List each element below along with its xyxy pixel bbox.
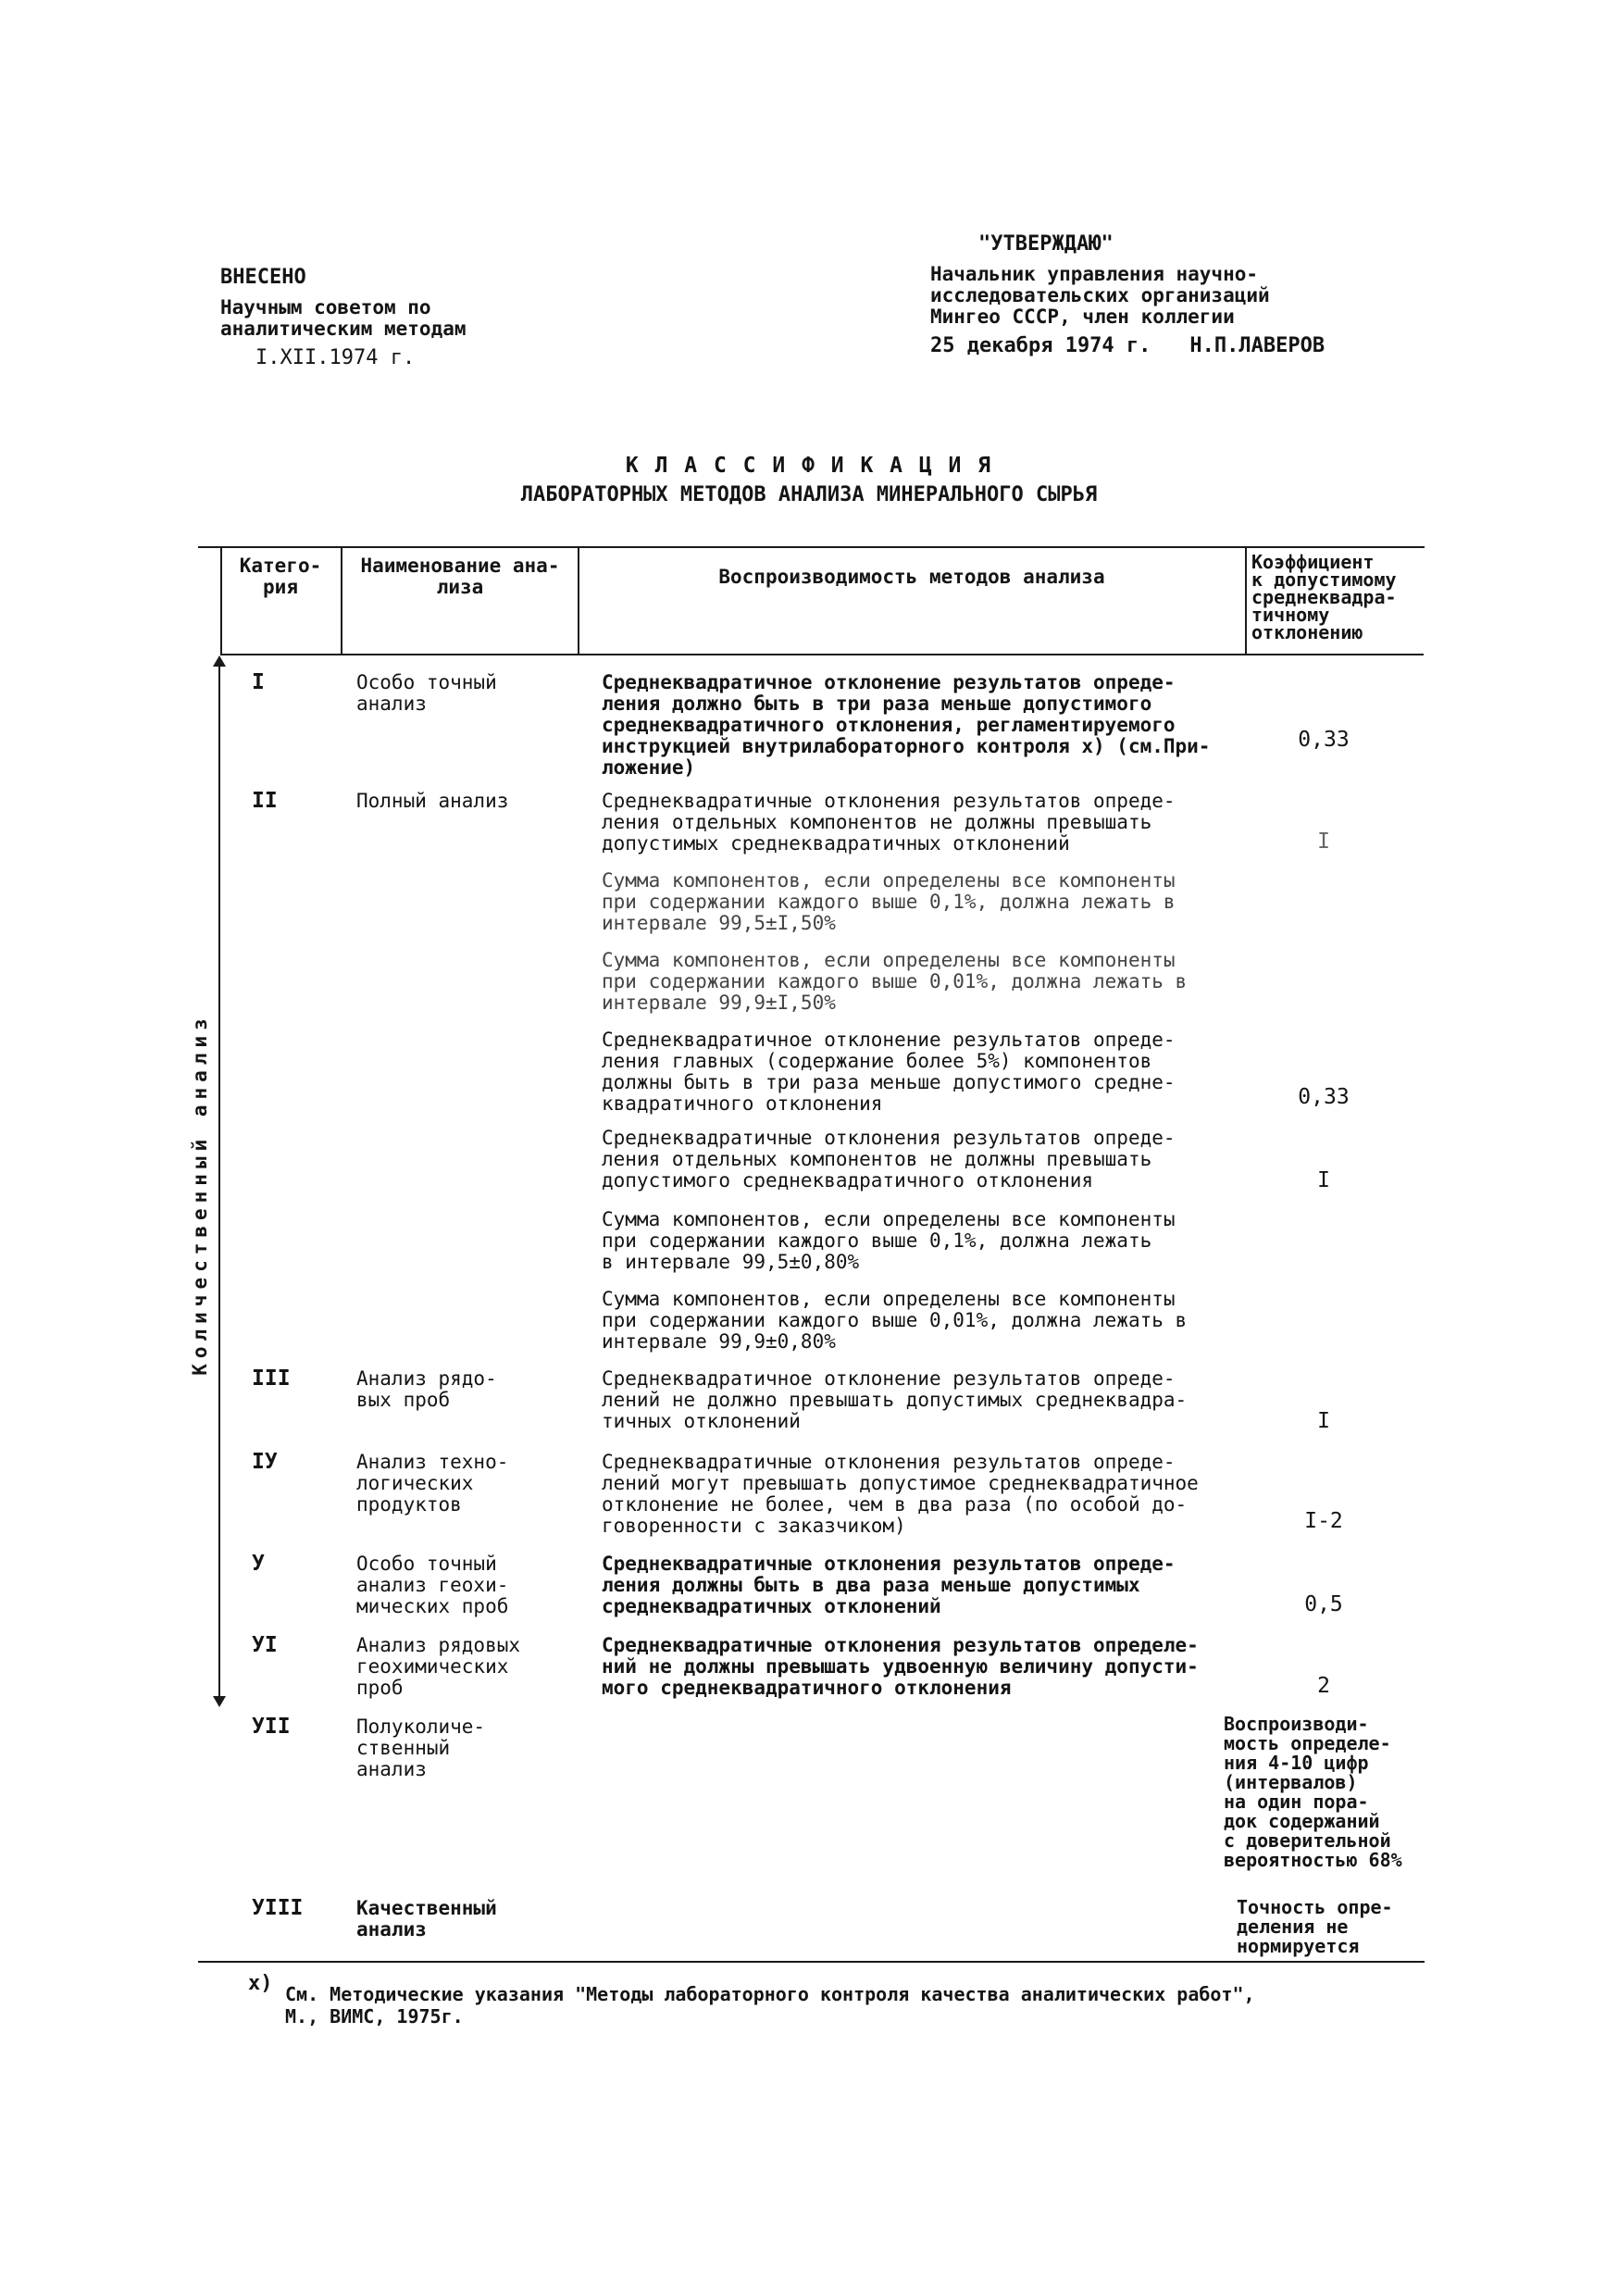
analysis-name-II: Полный анализ (356, 790, 509, 812)
coefficient-VII-1: Воспроизводи- мость определе- ния 4-10 цифр (интервалов) на один пора- док содержаний с доверительной вероятностью 68% (1224, 1713, 1402, 1871)
reproducibility-II-6: Сумма компонентов, если определены все компоненты при содержании каждого выше 0,1%, должна лежать в интервале 99,5±0,80% (602, 1208, 1176, 1273)
coefficient-VI-1: 2 (1317, 1674, 1330, 1698)
coefficient-III-1: I (1317, 1409, 1330, 1433)
approver-name: Н.П.ЛАВЕРОВ (1189, 334, 1326, 357)
category-VII: УII (252, 1715, 291, 1739)
category-II: II (252, 789, 278, 813)
reproducibility-II-5: Среднеквадратичные отклонения результатов опреде- ления отдельных компонентов не должны превышать допустимого среднеквадратичного отклонения (602, 1127, 1176, 1192)
coefficient-V-1: 0,5 (1304, 1592, 1343, 1616)
coefficient-II-1: I (1317, 830, 1330, 854)
header-name: Наименование ана- лиза (360, 555, 560, 598)
reproducibility-I-1: Среднеквадратичное отклонение результатов опреде- ления должно быть в три раза меньше допустимого среднеквадратичного отклонения, регламентируемого инструкцией внутрилабораторного контроля x) (см.При- ложение) (602, 671, 1211, 779)
coefficient-IV-1: I-2 (1304, 1509, 1343, 1533)
side-arrow-up-icon (213, 655, 226, 667)
submitted-by-line1: Научным советом по (220, 296, 431, 318)
header-reproducibility: Воспроизводимость методов анализа (718, 566, 1105, 588)
reproducibility-IV-1: Среднеквадратичные отклонения результатов опреде- лений могут превышать допустимое среднеквадратичное отклонение не более, чем в два раза (по особой до- говоренности с заказчиком) (602, 1451, 1199, 1537)
page-title: К Л А С С И Ф И К А Ц И Я (625, 454, 993, 478)
category-IV: IУ (252, 1450, 278, 1474)
analysis-name-VIII: Качественный анализ (356, 1897, 497, 1940)
reproducibility-II-3: Сумма компонентов, если определены все компоненты при содержании каждого выше 0,01%, должна лежать в интервале 99,9±I,50% (602, 949, 1188, 1014)
reproducibility-V-1: Среднеквадратичные отклонения результатов опреде- ления должны быть в два раза меньше допустимых среднеквадратичных отклонений (602, 1553, 1176, 1617)
reproducibility-II-2: Сумма компонентов, если определены все компоненты при содержании каждого выше 0,1%, должна лежать в интервале 99,5±I,50% (602, 869, 1176, 934)
submitted-label: ВНЕСЕНО (220, 266, 306, 289)
submitted-date: I.XII.1974 г. (255, 346, 416, 369)
coefficient-II-4: 0,33 (1298, 1085, 1350, 1109)
col-divider-2 (341, 546, 342, 654)
category-III: III (252, 1366, 291, 1391)
reproducibility-III-1: Среднеквадратичное отклонение результатов опреде- лений не должно превышать допустимых среднеквадра- тичных отклонений (602, 1367, 1188, 1432)
analysis-name-IV: Анализ техно- логических продуктов (356, 1451, 509, 1516)
col-divider-4 (1245, 546, 1247, 654)
approver-line3: Мингео СССР, член коллегии (930, 306, 1235, 328)
category-VI: УI (252, 1633, 278, 1657)
submitted-by-line2: аналитическим методам (220, 318, 467, 340)
footnote-marker: x) (248, 1972, 273, 1995)
analysis-name-III: Анализ рядо- вых проб (356, 1367, 497, 1411)
coefficient-I-1: 0,33 (1298, 728, 1350, 752)
analysis-name-I: Особо точный анализ (356, 671, 497, 715)
table-top-border (198, 546, 1425, 548)
reproducibility-II-7: Сумма компонентов, если определены все компоненты при содержании каждого выше 0,01%, должна лежать в интервале 99,9±0,80% (602, 1288, 1188, 1353)
approver-line1: Начальник управления научно- (930, 263, 1259, 285)
header-coefficient: Коэффициент к допустимому среднеквадра- тичному отклонению (1251, 551, 1397, 643)
approved-label: "УТВЕРЖДАЮ" (978, 232, 1114, 256)
table-bottom-border (198, 1961, 1425, 1963)
approval-right-block (930, 233, 1449, 356)
side-arrow-line (218, 663, 220, 1696)
side-label-quantitative: Количественный анализ (181, 1176, 218, 1213)
analysis-name-VI: Анализ рядовых геохимических проб (356, 1634, 521, 1699)
page-subtitle: ЛАБОРАТОРНЫХ МЕТОДОВ АНАЛИЗА МИНЕРАЛЬНОГО СЫРЬЯ (520, 483, 1098, 506)
approver-line2: исследовательских организаций (930, 284, 1270, 306)
reproducibility-II-4: Среднеквадратичное отклонение результатов опреде- ления главных (содержание более 5%) компонентов должны быть в три раза меньше допустимого средне- квадратичного отклонения (602, 1029, 1176, 1115)
footnote-text: См. Методические указания "Методы лабораторного контроля качества аналитических работ", М., ВИМС, 1975г. (285, 1983, 1255, 2028)
reproducibility-VI-1: Среднеквадратичные отклонения результатов определе- ний не должны превышать удвоенную величину допусти- мого среднеквадратичного отклонения (602, 1634, 1199, 1699)
coefficient-II-5: I (1317, 1168, 1330, 1192)
table-header-border (220, 654, 1424, 655)
header-category: Катего- рия (239, 555, 322, 598)
coefficient-VIII-1: Точность опре- деления не нормируется (1237, 1896, 1393, 1957)
reproducibility-II-1: Среднеквадратичные отклонения результатов опреде- ления отдельных компонентов не должны превышать допустимых среднеквадратичных отклонений (602, 790, 1176, 855)
col-divider-3 (578, 546, 579, 654)
approval-left-block (220, 267, 609, 368)
category-I: I (252, 670, 265, 694)
category-VIII: УIII (252, 1896, 304, 1920)
approval-date: 25 декабря 1974 г. (930, 334, 1151, 357)
analysis-name-VII: Полуколиче- ственный анализ (356, 1716, 486, 1780)
category-V: У (252, 1552, 265, 1576)
side-arrow-down-icon (213, 1696, 226, 1707)
analysis-name-V: Особо точный анализ геохи- мических проб (356, 1553, 509, 1617)
